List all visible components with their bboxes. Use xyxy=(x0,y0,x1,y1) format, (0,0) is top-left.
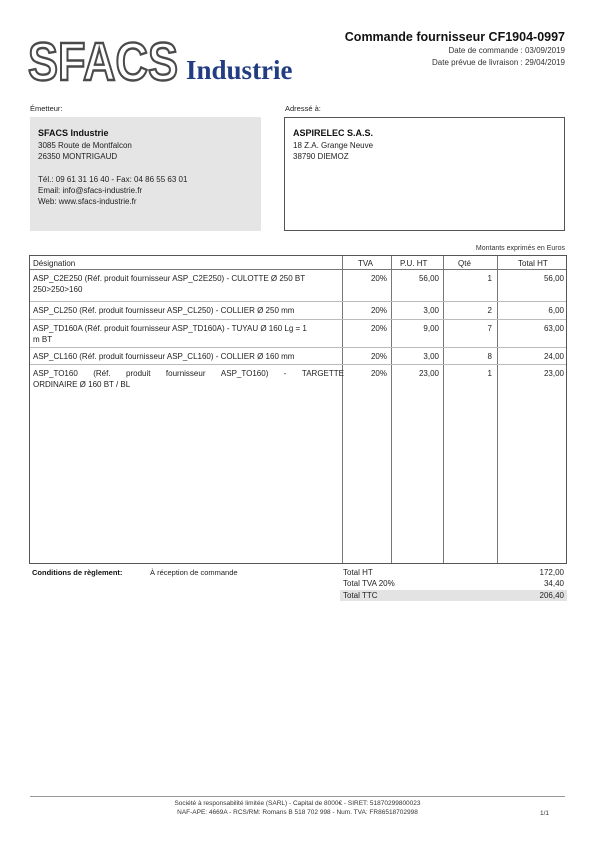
sender-email[interactable]: Email: info@sfacs-industrie.fr xyxy=(38,186,143,195)
sender-address-line: 26350 MONTRIGAUD xyxy=(38,152,118,161)
column-header-total: Total HT xyxy=(518,259,548,268)
table-row xyxy=(30,319,566,344)
item-quantity: 1 xyxy=(487,274,492,283)
table-row xyxy=(30,347,566,361)
item-description: ASP_CL250 (Réf. produit fournisseur ASP_CL250) - COLLIER Ø 250 mm xyxy=(33,306,295,315)
table-row xyxy=(30,364,566,389)
sender-box xyxy=(30,117,261,231)
company-logo xyxy=(28,32,318,90)
recipient-box xyxy=(284,117,565,231)
sender-phone: Tél.: 09 61 31 16 40 - Fax: 04 86 55 63 01 xyxy=(38,175,188,184)
payment-terms-value: À réception de commande xyxy=(150,568,238,577)
payment-terms-label: Conditions de règlement: xyxy=(32,568,123,577)
total-ttc-value: 206,40 xyxy=(539,591,564,600)
sender-address-line: 3085 Route de Montfalcon xyxy=(38,141,132,150)
sender-label: Émetteur: xyxy=(30,104,63,113)
item-total: 24,00 xyxy=(543,352,564,361)
item-unit-price: 23,00 xyxy=(418,369,439,378)
recipient-label: Adressé à: xyxy=(285,104,321,113)
table-row xyxy=(30,301,566,315)
item-vat: 20% xyxy=(370,352,387,361)
item-vat: 20% xyxy=(370,324,387,333)
item-quantity: 8 xyxy=(487,352,492,361)
item-vat: 20% xyxy=(370,369,387,378)
item-quantity: 2 xyxy=(487,306,492,315)
total-vat-value: 34,40 xyxy=(543,579,564,588)
total-ttc-label: Total TTC xyxy=(343,591,378,600)
item-description: ASP_C2E250 (Réf. produit fournisseur ASP_C2E250) - CULOTTE Ø 250 BT 250>250>160 xyxy=(33,274,306,294)
total-vat-row xyxy=(340,578,567,589)
item-total: 23,00 xyxy=(543,369,564,378)
item-description-justified: ASP_TO160 (Réf. produit fournisseur ASP_TO160) - TARGETTE xyxy=(33,369,344,378)
item-description: ASP_TD160A (Réf. produit fournisseur ASP_TD160A) - TUYAU Ø 160 Lg = 1 m BT xyxy=(33,324,307,344)
recipient-address-line: 38790 DIEMOZ xyxy=(293,152,349,161)
recipient-address-line: 18 Z.A. Grange Neuve xyxy=(293,141,374,150)
currency-note: Montants exprimés en Euros xyxy=(475,245,565,252)
logo-brand-text: SFACS xyxy=(28,32,178,90)
recipient-name: ASPIRELEC S.A.S. xyxy=(293,128,374,138)
footer-legal-line: Société à responsabilité limitée (SARL) - Capital de 8000€ - SIRET: 51870299800023 xyxy=(174,800,421,807)
order-date: Date de commande : 03/09/2019 xyxy=(448,46,565,55)
column-header-designation: Désignation xyxy=(33,259,76,268)
document-title: Commande fournisseur CF1904-0997 xyxy=(344,30,565,44)
item-total: 6,00 xyxy=(548,306,564,315)
total-ttc-row xyxy=(340,590,567,601)
item-total: 63,00 xyxy=(543,324,564,333)
total-vat-label: Total TVA 20% xyxy=(343,579,395,588)
sender-name: SFACS Industrie xyxy=(38,128,109,138)
total-ht-value: 172,00 xyxy=(539,568,564,577)
item-unit-price: 56,00 xyxy=(418,274,439,283)
item-vat: 20% xyxy=(370,274,387,283)
column-header-unit-price: P.U. HT xyxy=(400,259,428,268)
item-total: 56,00 xyxy=(543,274,564,283)
item-unit-price: 9,00 xyxy=(423,324,439,333)
item-description: ASP_CL160 (Réf. produit fournisseur ASP_CL160) - COLLIER Ø 160 mm xyxy=(33,352,295,361)
column-header-quantity: Qté xyxy=(458,259,471,268)
item-vat: 20% xyxy=(370,306,387,315)
delivery-date: Date prévue de livraison : 29/04/2019 xyxy=(432,58,565,67)
total-ht-label: Total HT xyxy=(343,568,373,577)
column-header-vat: TVA xyxy=(358,259,373,268)
item-unit-price: 3,00 xyxy=(423,306,439,315)
logo-division-text: Industrie xyxy=(186,55,293,85)
sender-website[interactable]: Web: www.sfacs-industrie.fr xyxy=(38,197,137,206)
item-description: ASP_TO160 (Réf. produit fournisseur ASP_TO160) - TARGETTE ORDINAIRE Ø 160 BT / BL xyxy=(33,369,344,389)
footer-legal-line: NAF-APE: 4669A - RCS/RM: Romans B 518 702 998 - Num. TVA: FR86518702998 xyxy=(177,809,418,816)
item-quantity: 7 xyxy=(487,324,492,333)
footer-divider xyxy=(30,796,565,797)
order-items-table xyxy=(29,255,567,564)
item-unit-price: 3,00 xyxy=(423,352,439,361)
item-quantity: 1 xyxy=(487,369,492,378)
page-number: 1/1 xyxy=(539,810,549,817)
total-ht-row xyxy=(340,567,567,578)
